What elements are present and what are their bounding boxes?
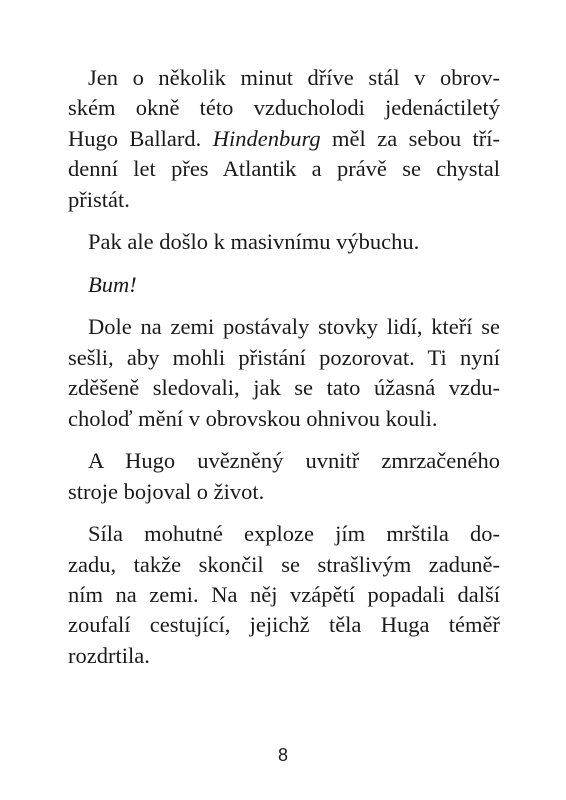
text-line [68,519,500,549]
text-line [68,93,500,123]
text-line [68,343,500,373]
text-segment: Dole na zemi postávaly stovky lidí, kteří se [88,314,500,340]
paragraph [68,446,500,507]
text-line [68,270,500,300]
text-segment: zoufalí cestující, jejichž těla Huga téměř [68,612,500,638]
text-line [68,154,500,184]
paragraph [68,227,500,257]
page-number: 8 [277,745,288,765]
text-line [68,446,500,476]
paragraph [68,519,500,671]
text-line [68,610,500,640]
text-line [68,550,500,580]
body-text [68,63,500,683]
text-segment: denní let přes Atlantik a právě se chystal [68,156,500,182]
text-line [68,185,500,215]
paragraph [68,312,500,434]
text-segment: měl za sebou tří- [320,125,500,151]
text-line [68,373,500,403]
text-segment: rozdrtila. [68,642,150,668]
paragraph [68,270,500,300]
text-segment: přistát. [68,186,130,212]
text-line [68,124,500,154]
text-line [68,404,500,434]
text-line [68,312,500,342]
text-segment: stroje bojoval o život. [68,478,265,504]
text-segment: Hugo Ballard. [68,125,213,151]
text-line [68,63,500,93]
text-segment: zadu, takže skončil se strašlivým zaduně- [68,551,500,577]
paragraph [68,63,500,215]
text-segment: ním na zemi. Na něj vzápětí popadali další [68,582,500,608]
text-segment: choloď mění v obrovskou ohnivou kouli. [68,405,438,431]
text-segment: zděšeně sledovali, jak se tato úžasná vzdu- [68,375,500,401]
italic-text: Hindenburg [212,125,321,151]
text-segment: Pak ale došlo k masivnímu výbuchu. [88,229,420,255]
text-segment: A Hugo uvězněný uvnitř zmrzačeného [88,448,500,474]
text-line [68,580,500,610]
text-segment: Síla mohutné exploze jím mrštila do- [88,521,500,547]
text-line [68,227,500,257]
text-segment: ském okně této vzducholodi jedenáctiletý [68,95,500,121]
text-line [68,641,500,671]
text-segment: sešli, aby mohli přistání pozorovat. Ti nyní [68,344,500,370]
text-segment: Jen o několik minut dříve stál v obrov- [88,65,500,90]
italic-text: Bum! [88,271,137,297]
text-line [68,477,500,507]
